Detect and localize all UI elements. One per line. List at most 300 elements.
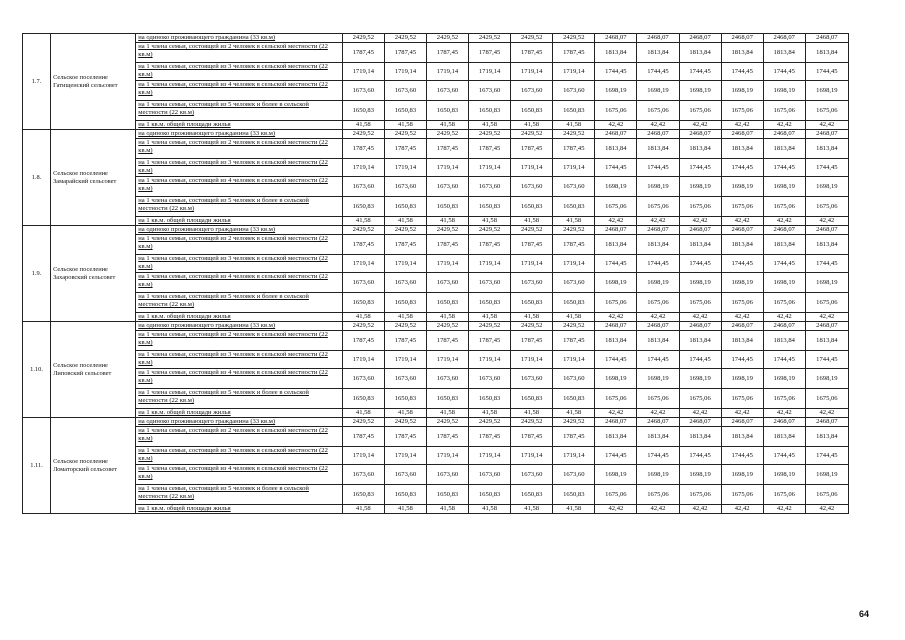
value-cell: 41,58	[511, 505, 553, 514]
value-cell: 1650,83	[553, 293, 595, 313]
value-cell: 41,58	[469, 505, 511, 514]
tariff-table-sheet	[22, 33, 849, 514]
value-cell: 1787,45	[511, 43, 553, 63]
value-cell: 1813,84	[721, 427, 763, 447]
value-cell: 1744,45	[637, 159, 679, 177]
value-cell: 1698,19	[805, 465, 848, 485]
value-cell: 1698,19	[637, 273, 679, 293]
value-cell: 1787,45	[342, 235, 384, 255]
value-cell: 1698,19	[679, 465, 721, 485]
value-cell: 1698,19	[763, 465, 805, 485]
table-row	[23, 121, 849, 130]
value-cell: 1787,45	[553, 235, 595, 255]
value-cell: 2468,07	[805, 418, 848, 427]
value-cell: 1787,45	[342, 427, 384, 447]
value-cell: 41,58	[426, 121, 468, 130]
value-cell: 1673,60	[426, 81, 468, 101]
value-cell: 41,58	[511, 217, 553, 226]
value-cell: 41,58	[469, 217, 511, 226]
value-cell: 1650,83	[426, 101, 468, 121]
value-cell: 2429,52	[426, 418, 468, 427]
row-description: на одиноко проживающего гражданина (33 кв.м)	[136, 34, 343, 43]
value-cell: 1650,83	[553, 389, 595, 409]
value-cell: 1675,06	[721, 101, 763, 121]
value-cell: 1698,19	[595, 81, 637, 101]
row-description: на 1 члена семьи, состоящей из 2 человек в сельской местности (22 кв.м)	[136, 43, 343, 63]
value-cell: 1698,19	[595, 273, 637, 293]
value-cell: 42,42	[679, 409, 721, 418]
value-cell: 2468,07	[637, 34, 679, 43]
value-cell: 2468,07	[595, 418, 637, 427]
row-description: на 1 члена семьи, состоящей из 5 человек и более в сельской местности (22 кв.м)	[136, 293, 343, 313]
value-cell: 1744,45	[637, 63, 679, 81]
row-description: на одиноко проживающего гражданина (33 кв.м)	[136, 418, 343, 427]
value-cell: 41,58	[469, 313, 511, 322]
value-cell: 1675,06	[595, 197, 637, 217]
value-cell: 1650,83	[511, 197, 553, 217]
value-cell: 41,58	[511, 409, 553, 418]
value-cell: 42,42	[763, 217, 805, 226]
value-cell: 1673,60	[384, 465, 426, 485]
value-cell: 2429,52	[469, 34, 511, 43]
value-cell: 1673,60	[511, 369, 553, 389]
value-cell: 2429,52	[553, 322, 595, 331]
value-cell: 1787,45	[426, 43, 468, 63]
value-cell: 2429,52	[553, 130, 595, 139]
value-cell: 1698,19	[679, 177, 721, 197]
value-cell: 1698,19	[637, 81, 679, 101]
value-cell: 1650,83	[342, 197, 384, 217]
value-cell: 42,42	[595, 409, 637, 418]
value-cell: 41,58	[426, 409, 468, 418]
value-cell: 1698,19	[805, 81, 848, 101]
value-cell: 1787,45	[384, 139, 426, 159]
value-cell: 1675,06	[595, 389, 637, 409]
value-cell: 1675,06	[763, 101, 805, 121]
value-cell: 1675,06	[805, 197, 848, 217]
value-cell: 1698,19	[637, 369, 679, 389]
value-cell: 1650,83	[426, 389, 468, 409]
value-cell: 1698,19	[679, 369, 721, 389]
value-cell: 1698,19	[763, 273, 805, 293]
table-row	[23, 235, 849, 255]
value-cell: 41,58	[553, 121, 595, 130]
value-cell: 2468,07	[721, 34, 763, 43]
value-cell: 2468,07	[679, 34, 721, 43]
row-description: на 1 кв.м. общей площади жилья	[136, 217, 343, 226]
value-cell: 1673,60	[426, 177, 468, 197]
table-row	[23, 177, 849, 197]
row-description: на одиноко проживающего гражданина (33 кв.м)	[136, 322, 343, 331]
value-cell: 1813,84	[805, 139, 848, 159]
value-cell: 41,58	[342, 409, 384, 418]
value-cell: 1675,06	[763, 389, 805, 409]
value-cell: 1698,19	[763, 177, 805, 197]
value-cell: 1698,19	[721, 81, 763, 101]
value-cell: 42,42	[637, 313, 679, 322]
value-cell: 1719,14	[384, 159, 426, 177]
value-cell: 1698,19	[595, 369, 637, 389]
value-cell: 1787,45	[384, 331, 426, 351]
value-cell: 1675,06	[595, 485, 637, 505]
value-cell: 1673,60	[553, 369, 595, 389]
value-cell: 41,58	[553, 505, 595, 514]
value-cell: 1813,84	[805, 235, 848, 255]
row-description: на 1 члена семьи, состоящей из 4 человек в сельской местности (22 кв.м)	[136, 369, 343, 389]
row-description: на 1 члена семьи, состоящей из 4 человек в сельской местности (22 кв.м)	[136, 177, 343, 197]
value-cell: 2429,52	[426, 226, 468, 235]
value-cell: 1744,45	[721, 351, 763, 369]
value-cell: 1698,19	[721, 465, 763, 485]
row-description: на 1 кв.м. общей площади жилья	[136, 409, 343, 418]
value-cell: 41,58	[553, 217, 595, 226]
value-cell: 1698,19	[763, 369, 805, 389]
value-cell: 41,58	[511, 313, 553, 322]
value-cell: 1673,60	[469, 177, 511, 197]
value-cell: 1787,45	[511, 331, 553, 351]
value-cell: 1813,84	[679, 235, 721, 255]
row-description: на 1 члена семьи, состоящей из 4 человек в сельской местности (22 кв.м)	[136, 465, 343, 485]
value-cell: 2429,52	[511, 322, 553, 331]
value-cell: 1787,45	[342, 331, 384, 351]
value-cell: 1673,60	[511, 81, 553, 101]
value-cell: 41,58	[469, 121, 511, 130]
value-cell: 1675,06	[721, 293, 763, 313]
value-cell: 1650,83	[511, 293, 553, 313]
value-cell: 1813,84	[637, 427, 679, 447]
value-cell: 1675,06	[763, 485, 805, 505]
value-cell: 1813,84	[637, 235, 679, 255]
row-description: на 1 члена семьи, состоящей из 2 человек в сельской местности (22 кв.м)	[136, 235, 343, 255]
table-row	[23, 130, 849, 139]
value-cell: 41,58	[342, 217, 384, 226]
value-cell: 1673,60	[342, 369, 384, 389]
value-cell: 1650,83	[469, 485, 511, 505]
group-index: 1.11.	[23, 418, 51, 514]
value-cell: 1813,84	[805, 331, 848, 351]
value-cell: 1787,45	[553, 331, 595, 351]
value-cell: 1719,14	[342, 63, 384, 81]
value-cell: 1744,45	[637, 447, 679, 465]
row-description: на 1 члена семьи, состоящей из 2 человек в сельской местности (22 кв.м)	[136, 139, 343, 159]
value-cell: 1813,84	[637, 43, 679, 63]
value-cell: 1673,60	[384, 81, 426, 101]
value-cell: 1744,45	[679, 159, 721, 177]
value-cell: 1719,14	[469, 351, 511, 369]
value-cell: 1675,06	[679, 485, 721, 505]
value-cell: 2429,52	[384, 322, 426, 331]
table-row	[23, 447, 849, 465]
value-cell: 1719,14	[553, 351, 595, 369]
row-description: на 1 члена семьи, состоящей из 4 человек в сельской местности (22 кв.м)	[136, 81, 343, 101]
value-cell: 1698,19	[721, 177, 763, 197]
value-cell: 1650,83	[342, 101, 384, 121]
value-cell: 2429,52	[553, 34, 595, 43]
value-cell: 1650,83	[384, 101, 426, 121]
value-cell: 42,42	[637, 409, 679, 418]
value-cell: 2429,52	[342, 226, 384, 235]
value-cell: 42,42	[721, 121, 763, 130]
value-cell: 41,58	[426, 217, 468, 226]
value-cell: 1698,19	[805, 177, 848, 197]
value-cell: 1813,84	[763, 43, 805, 63]
value-cell: 42,42	[763, 505, 805, 514]
settlement-name: Сельское поселение Ломаторский сельсовет	[51, 418, 136, 514]
value-cell: 2468,07	[805, 34, 848, 43]
value-cell: 1673,60	[342, 177, 384, 197]
value-cell: 1650,83	[553, 485, 595, 505]
value-cell: 1813,84	[595, 139, 637, 159]
value-cell: 2468,07	[805, 322, 848, 331]
value-cell: 1813,84	[721, 331, 763, 351]
value-cell: 1719,14	[342, 351, 384, 369]
value-cell: 1719,14	[469, 447, 511, 465]
value-cell: 1675,06	[679, 389, 721, 409]
value-cell: 1813,84	[595, 427, 637, 447]
value-cell: 1675,06	[679, 293, 721, 313]
value-cell: 1673,60	[384, 273, 426, 293]
value-cell: 2429,52	[469, 322, 511, 331]
value-cell: 2429,52	[342, 130, 384, 139]
row-description: на 1 члена семьи, состоящей из 5 человек и более в сельской местности (22 кв.м)	[136, 389, 343, 409]
value-cell: 1744,45	[679, 255, 721, 273]
value-cell: 41,58	[553, 313, 595, 322]
table-row	[23, 43, 849, 63]
value-cell: 1675,06	[805, 485, 848, 505]
row-description: на 1 члена семьи, состоящей из 3 человек в сельской местности (22 кв.м)	[136, 351, 343, 369]
value-cell: 1719,14	[384, 351, 426, 369]
value-cell: 2429,52	[342, 418, 384, 427]
value-cell: 2429,52	[342, 34, 384, 43]
table-row	[23, 485, 849, 505]
value-cell: 42,42	[637, 505, 679, 514]
value-cell: 1813,84	[763, 427, 805, 447]
value-cell: 2468,07	[679, 418, 721, 427]
table-row	[23, 159, 849, 177]
value-cell: 41,58	[342, 121, 384, 130]
group-index: 1.8.	[23, 130, 51, 226]
value-cell: 2468,07	[637, 418, 679, 427]
value-cell: 1744,45	[595, 447, 637, 465]
value-cell: 1698,19	[805, 273, 848, 293]
value-cell: 42,42	[721, 217, 763, 226]
row-description: на 1 члена семьи, состоящей из 3 человек в сельской местности (22 кв.м)	[136, 159, 343, 177]
value-cell: 1744,45	[595, 63, 637, 81]
table-row	[23, 351, 849, 369]
value-cell: 1719,14	[426, 255, 468, 273]
value-cell: 1787,45	[553, 427, 595, 447]
value-cell: 1813,84	[763, 235, 805, 255]
value-cell: 1650,83	[511, 101, 553, 121]
value-cell: 2468,07	[679, 130, 721, 139]
value-cell: 1744,45	[721, 63, 763, 81]
value-cell: 1698,19	[637, 465, 679, 485]
value-cell: 1813,84	[637, 331, 679, 351]
value-cell: 1675,06	[721, 485, 763, 505]
value-cell: 2429,52	[553, 226, 595, 235]
value-cell: 1650,83	[426, 485, 468, 505]
value-cell: 1719,14	[342, 255, 384, 273]
table-body	[23, 34, 849, 514]
value-cell: 1744,45	[679, 63, 721, 81]
value-cell: 1650,83	[384, 197, 426, 217]
table-row	[23, 409, 849, 418]
value-cell: 1719,14	[426, 447, 468, 465]
value-cell: 42,42	[637, 217, 679, 226]
value-cell: 1673,60	[426, 369, 468, 389]
table-row	[23, 313, 849, 322]
table-row	[23, 139, 849, 159]
value-cell: 2468,07	[763, 130, 805, 139]
value-cell: 1650,83	[384, 485, 426, 505]
value-cell: 1787,45	[511, 235, 553, 255]
value-cell: 1787,45	[511, 427, 553, 447]
value-cell: 1813,84	[679, 43, 721, 63]
value-cell: 1673,60	[384, 369, 426, 389]
value-cell: 1650,83	[511, 389, 553, 409]
value-cell: 1673,60	[553, 81, 595, 101]
value-cell: 1698,19	[721, 369, 763, 389]
value-cell: 1744,45	[805, 351, 848, 369]
value-cell: 1787,45	[511, 139, 553, 159]
value-cell: 1744,45	[763, 63, 805, 81]
value-cell: 2429,52	[553, 418, 595, 427]
value-cell: 2468,07	[637, 322, 679, 331]
value-cell: 42,42	[721, 313, 763, 322]
value-cell: 1744,45	[595, 351, 637, 369]
value-cell: 1650,83	[553, 101, 595, 121]
value-cell: 1719,14	[426, 63, 468, 81]
value-cell: 41,58	[384, 505, 426, 514]
value-cell: 1675,06	[679, 197, 721, 217]
value-cell: 2468,07	[721, 322, 763, 331]
value-cell: 2468,07	[637, 130, 679, 139]
table-row	[23, 81, 849, 101]
value-cell: 42,42	[679, 313, 721, 322]
value-cell: 1719,14	[469, 159, 511, 177]
value-cell: 41,58	[426, 313, 468, 322]
value-cell: 1719,14	[511, 447, 553, 465]
value-cell: 1698,19	[595, 177, 637, 197]
row-description: на 1 члена семьи, состоящей из 2 человек в сельской местности (22 кв.м)	[136, 331, 343, 351]
value-cell: 1787,45	[426, 235, 468, 255]
value-cell: 1719,14	[384, 63, 426, 81]
value-cell: 2468,07	[637, 226, 679, 235]
value-cell: 1650,83	[469, 389, 511, 409]
value-cell: 1744,45	[721, 447, 763, 465]
table-row	[23, 273, 849, 293]
value-cell: 2468,07	[805, 130, 848, 139]
value-cell: 1813,84	[805, 427, 848, 447]
value-cell: 1673,60	[469, 81, 511, 101]
value-cell: 2429,52	[426, 130, 468, 139]
value-cell: 2468,07	[763, 418, 805, 427]
page-number: 64	[858, 609, 869, 619]
value-cell: 1719,14	[384, 447, 426, 465]
table-row	[23, 226, 849, 235]
settlement-name: Сельское поселение Гатищенский сельсовет	[51, 34, 136, 130]
value-cell: 1675,06	[637, 197, 679, 217]
value-cell: 42,42	[805, 505, 848, 514]
row-description: на 1 кв.м. общей площади жилья	[136, 313, 343, 322]
value-cell: 42,42	[805, 217, 848, 226]
value-cell: 41,58	[553, 409, 595, 418]
value-cell: 41,58	[384, 217, 426, 226]
value-cell: 1673,60	[469, 273, 511, 293]
value-cell: 1787,45	[426, 427, 468, 447]
value-cell: 2468,07	[721, 130, 763, 139]
value-cell: 1675,06	[721, 197, 763, 217]
value-cell: 41,58	[384, 313, 426, 322]
value-cell: 1719,14	[426, 351, 468, 369]
value-cell: 41,58	[342, 505, 384, 514]
value-cell: 2468,07	[763, 226, 805, 235]
table-row	[23, 322, 849, 331]
value-cell: 1744,45	[805, 447, 848, 465]
value-cell: 1675,06	[763, 293, 805, 313]
settlement-name: Сельское поселение Захаровский сельсовет	[51, 226, 136, 322]
row-description: на 1 члена семьи, состоящей из 4 человек в сельской местности (22 кв.м)	[136, 273, 343, 293]
value-cell: 2429,52	[342, 322, 384, 331]
value-cell: 42,42	[805, 313, 848, 322]
value-cell: 1675,06	[679, 101, 721, 121]
value-cell: 1673,60	[511, 465, 553, 485]
value-cell: 1813,84	[595, 43, 637, 63]
value-cell: 1744,45	[721, 159, 763, 177]
value-cell: 1719,14	[553, 255, 595, 273]
row-description: на 1 члена семьи, состоящей из 5 человек и более в сельской местности (22 кв.м)	[136, 485, 343, 505]
value-cell: 42,42	[679, 121, 721, 130]
value-cell: 1650,83	[426, 293, 468, 313]
value-cell: 1719,14	[469, 63, 511, 81]
value-cell: 42,42	[763, 409, 805, 418]
value-cell: 1719,14	[553, 159, 595, 177]
value-cell: 1813,84	[679, 427, 721, 447]
row-description: на одиноко проживающего гражданина (33 кв.м)	[136, 226, 343, 235]
value-cell: 41,58	[384, 121, 426, 130]
row-description: на 1 члена семьи, состоящей из 3 человек в сельской местности (22 кв.м)	[136, 255, 343, 273]
value-cell: 1787,45	[469, 235, 511, 255]
value-cell: 1675,06	[637, 293, 679, 313]
value-cell: 1673,60	[384, 177, 426, 197]
value-cell: 1698,19	[595, 465, 637, 485]
value-cell: 1787,45	[426, 331, 468, 351]
value-cell: 2468,07	[595, 34, 637, 43]
value-cell: 1698,19	[763, 81, 805, 101]
group-index: 1.10.	[23, 322, 51, 418]
value-cell: 1650,83	[426, 197, 468, 217]
value-cell: 1787,45	[553, 43, 595, 63]
value-cell: 1744,45	[637, 255, 679, 273]
value-cell: 1719,14	[342, 447, 384, 465]
value-cell: 1744,45	[763, 447, 805, 465]
value-cell: 1650,83	[469, 293, 511, 313]
value-cell: 1719,14	[511, 159, 553, 177]
value-cell: 1650,83	[384, 389, 426, 409]
value-cell: 1813,84	[595, 235, 637, 255]
value-cell: 1719,14	[553, 63, 595, 81]
value-cell: 1719,14	[426, 159, 468, 177]
value-cell: 1813,84	[679, 139, 721, 159]
value-cell: 1787,45	[342, 43, 384, 63]
table-row	[23, 34, 849, 43]
value-cell: 1650,83	[342, 389, 384, 409]
value-cell: 41,58	[469, 409, 511, 418]
value-cell: 1787,45	[469, 139, 511, 159]
table-row	[23, 505, 849, 514]
value-cell: 2429,52	[511, 130, 553, 139]
row-description: на 1 кв.м. общей площади жилья	[136, 505, 343, 514]
